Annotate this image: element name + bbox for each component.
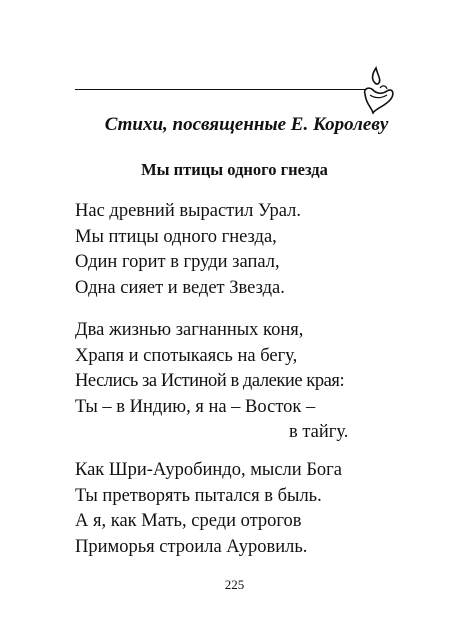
flame-ornament-icon [360, 64, 396, 114]
stanza-1 [75, 199, 405, 301]
poem-line: Ты претворять пытался в быль. [75, 485, 322, 506]
poem-line-continuation: в тайгу. [289, 422, 349, 442]
section-title: Стихи, посвященные Е. Королеву [104, 114, 389, 135]
poem-line: Одна сияет и ведет Звезда. [75, 277, 285, 298]
page-number: 225 [224, 577, 245, 592]
poem-line: Ты – в Индию, я на – Восток – [75, 396, 316, 417]
header-rule [75, 89, 365, 90]
poem-line: Храпя и спотыкаясь на бегу, [75, 345, 298, 366]
poem-line: А я, как Мать, среди отрогов [75, 511, 302, 531]
poem-line: Один горит в груди запал, [75, 252, 280, 272]
poem-line: Нас древний вырастил Урал. [75, 201, 301, 221]
poem-line: Приморья строила Ауровиль. [75, 536, 308, 557]
stanza-2 [75, 318, 405, 446]
poem-line: Два жизнью загнанных коня, [75, 320, 304, 340]
poem-line: Мы птицы одного гнезда, [75, 226, 277, 247]
poem-title: Мы птицы одного гнезда [141, 160, 328, 179]
poem-line: Неслись за Истиной в далекие края: [75, 371, 345, 391]
stanza-3 [75, 458, 405, 560]
poem-line: Как Шри-Ауробиндо, мысли Бога [75, 460, 342, 480]
